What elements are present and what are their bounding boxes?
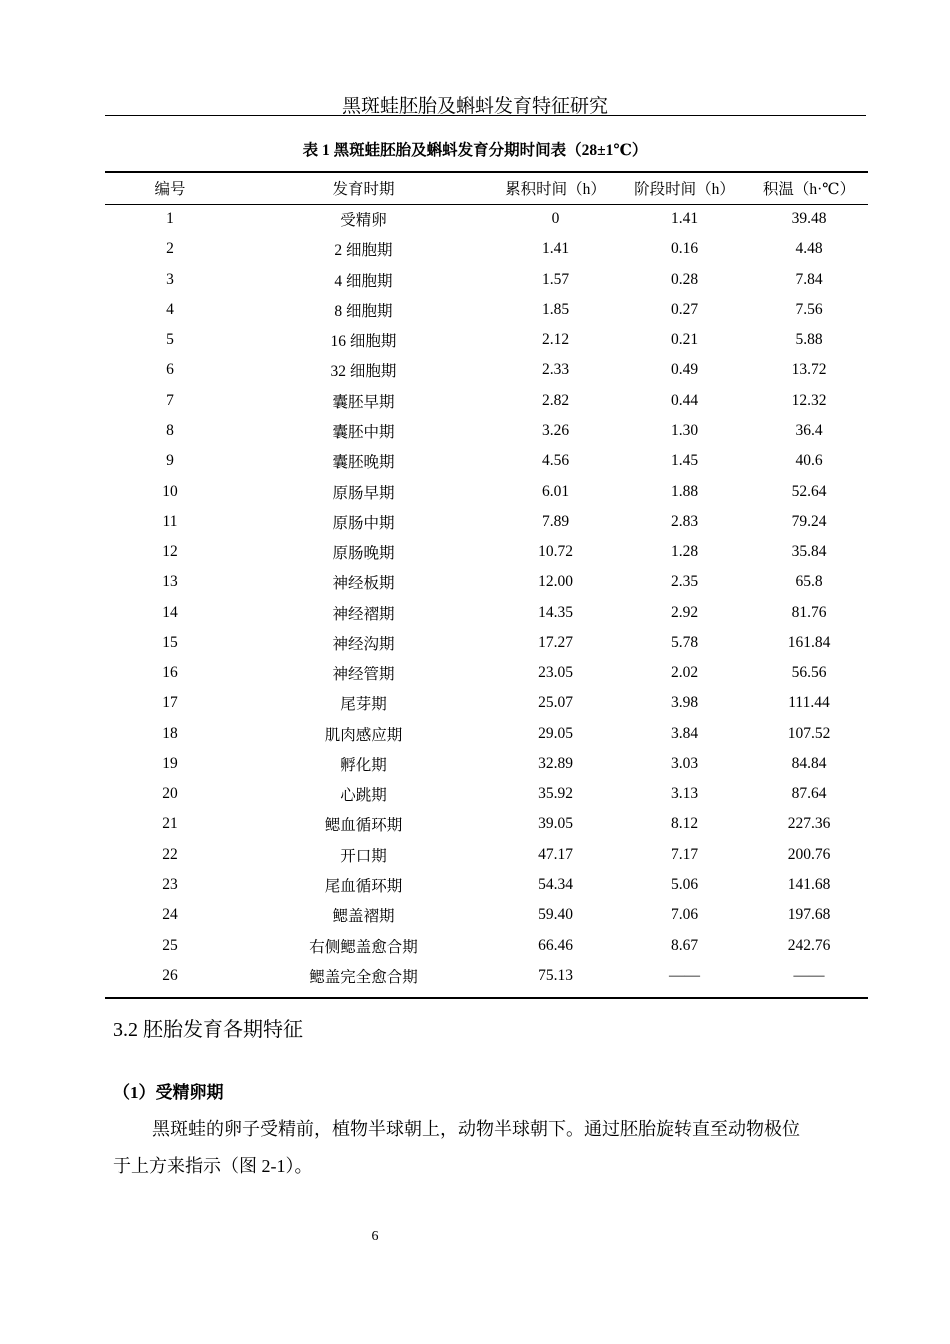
cell-cumulative-time: 3.26: [541, 421, 570, 439]
table-row: [105, 507, 868, 537]
cell-accumulated-temp: 242.76: [787, 936, 831, 954]
cell-stage-time: 5.78: [670, 633, 699, 651]
cell-number: 9: [166, 452, 174, 470]
cell-stage: 鳃盖褶期: [332, 908, 395, 926]
section-heading: 3.2 胚胎发育各期特征: [113, 1019, 303, 1041]
table-row: [105, 386, 868, 416]
table-row: [105, 870, 868, 900]
table-bottom-rule: [105, 997, 868, 999]
cell-number: 17: [162, 694, 178, 712]
cell-stage-time: 1.41: [670, 210, 699, 228]
cell-number: 15: [162, 633, 178, 651]
cell-stage: 囊胚早期: [332, 393, 395, 411]
cell-accumulated-temp: 161.84: [787, 633, 831, 651]
table-row: [105, 719, 868, 749]
cell-number: 19: [162, 754, 178, 772]
cell-stage-time: 8.67: [670, 936, 699, 954]
cell-stage: 囊胚中期: [332, 423, 395, 441]
cell-accumulated-temp: 40.6: [795, 452, 823, 470]
cell-cumulative-time: 75.13: [538, 966, 573, 984]
cell-stage-time: 2.92: [670, 603, 699, 621]
cell-stage-time: 3.03: [670, 754, 699, 772]
column-header-accumulated-temp: 积温（h·℃）: [762, 180, 856, 198]
cell-accumulated-temp: 141.68: [787, 875, 831, 893]
cell-accumulated-temp: ——: [793, 966, 825, 984]
table-row: [105, 446, 868, 476]
paragraph-line-2: 于上方来指示（图 2-1）。: [113, 1156, 313, 1176]
cell-stage: 原肠中期: [332, 514, 395, 532]
cell-number: 18: [162, 724, 178, 742]
cell-cumulative-time: 35.92: [538, 785, 573, 803]
table-row: [105, 597, 868, 627]
table-row: [105, 809, 868, 839]
cell-cumulative-time: 39.05: [538, 815, 573, 833]
column-header-number: 编号: [154, 180, 186, 198]
cell-stage-time: 0.28: [670, 270, 699, 288]
table-row: [105, 234, 868, 264]
cell-cumulative-time: 1.41: [541, 240, 570, 258]
cell-accumulated-temp: 65.8: [795, 573, 823, 591]
cell-accumulated-temp: 197.68: [787, 906, 831, 924]
cell-number: 23: [162, 875, 178, 893]
table-row: [105, 688, 868, 718]
cell-cumulative-time: 7.89: [541, 512, 570, 530]
cell-number: 5: [166, 331, 174, 349]
cell-cumulative-time: 12.00: [538, 573, 573, 591]
column-header-stage-time: 阶段时间（h）: [634, 180, 735, 198]
cell-cumulative-time: 1.57: [541, 270, 570, 288]
page-header-title: 黑斑蛙胚胎及蝌蚪发育特征研究: [341, 96, 608, 117]
cell-stage-time: 2.02: [670, 664, 699, 682]
table-body: [105, 204, 868, 991]
cell-cumulative-time: 47.17: [538, 845, 573, 863]
cell-stage-time: 3.84: [670, 724, 699, 742]
cell-accumulated-temp: 81.76: [791, 603, 827, 621]
cell-accumulated-temp: 7.56: [795, 300, 823, 318]
cell-stage: 神经管期: [332, 666, 395, 684]
table-row: [105, 537, 868, 567]
cell-stage-time: 0.21: [670, 331, 699, 349]
cell-stage: 右侧鳃盖愈合期: [309, 938, 418, 956]
cell-stage: 孵化期: [340, 756, 387, 774]
table-row: [105, 416, 868, 446]
cell-stage: 尾芽期: [340, 696, 387, 714]
cell-number: 20: [162, 785, 178, 803]
table-row: [105, 900, 868, 930]
cell-stage: 开口期: [340, 847, 387, 865]
cell-stage: 肌肉感应期: [324, 726, 403, 744]
column-header-stage: 发育时期: [332, 180, 395, 198]
cell-stage-time: 5.06: [670, 875, 699, 893]
cell-number: 10: [162, 482, 178, 500]
cell-cumulative-time: 2.12: [541, 331, 570, 349]
table-row: [105, 840, 868, 870]
cell-stage-time: 8.12: [670, 815, 699, 833]
table-caption: 表 1 黑斑蛙胚胎及蝌蚪发育分期时间表（28±1℃）: [302, 142, 648, 159]
cell-stage-time: 0.44: [670, 391, 699, 409]
cell-number: 21: [162, 815, 178, 833]
cell-cumulative-time: 59.40: [538, 906, 573, 924]
cell-number: 24: [162, 906, 178, 924]
cell-stage-time: 2.35: [670, 573, 699, 591]
cell-stage: 8 细胞期: [334, 302, 393, 320]
cell-cumulative-time: 32.89: [538, 754, 573, 772]
cell-number: 25: [162, 936, 178, 954]
cell-stage: 神经沟期: [332, 635, 395, 653]
table-row: [105, 658, 868, 688]
cell-accumulated-temp: 79.24: [791, 512, 827, 530]
cell-number: 2: [166, 240, 174, 258]
table-row: [105, 961, 868, 991]
cell-stage-time: 0.16: [670, 240, 699, 258]
cell-number: 16: [162, 664, 178, 682]
cell-cumulative-time: 25.07: [538, 694, 573, 712]
cell-accumulated-temp: 35.84: [791, 543, 827, 561]
development-stage-table: [105, 171, 868, 991]
cell-number: 7: [166, 391, 174, 409]
column-header-cumulative-time: 累积时间（h）: [505, 180, 606, 198]
table-row: [105, 355, 868, 385]
cell-accumulated-temp: 7.84: [795, 270, 823, 288]
cell-cumulative-time: 10.72: [538, 543, 573, 561]
cell-stage-time: 1.30: [670, 421, 699, 439]
cell-stage-time: ——: [669, 966, 700, 984]
cell-number: 22: [162, 845, 178, 863]
table-row: [105, 749, 868, 779]
cell-stage-time: 3.13: [670, 785, 699, 803]
table-row: [105, 265, 868, 295]
cell-accumulated-temp: 87.64: [791, 785, 827, 803]
cell-cumulative-time: 2.82: [541, 391, 570, 409]
cell-number: 12: [162, 543, 178, 561]
cell-number: 26: [162, 966, 178, 984]
sub-heading: （1）受精卵期: [113, 1083, 224, 1102]
cell-accumulated-temp: 111.44: [788, 694, 830, 712]
cell-cumulative-time: 1.85: [541, 300, 570, 318]
cell-stage-time: 2.83: [670, 512, 699, 530]
cell-number: 11: [162, 512, 178, 530]
cell-number: 1: [166, 210, 174, 228]
cell-accumulated-temp: 227.36: [787, 815, 831, 833]
table-row: [105, 295, 868, 325]
cell-stage: 心跳期: [340, 787, 387, 805]
cell-cumulative-time: 6.01: [541, 482, 570, 500]
cell-number: 3: [166, 270, 174, 288]
table-row: [105, 325, 868, 355]
cell-stage-time: 0.49: [670, 361, 699, 379]
cell-accumulated-temp: 36.4: [795, 421, 823, 439]
cell-cumulative-time: 29.05: [538, 724, 573, 742]
cell-stage-time: 1.88: [670, 482, 699, 500]
cell-cumulative-time: 0: [551, 210, 560, 228]
cell-number: 13: [162, 573, 178, 591]
cell-number: 6: [166, 361, 174, 379]
cell-stage: 16 细胞期: [330, 333, 397, 351]
table-row: [105, 476, 868, 506]
cell-accumulated-temp: 56.56: [791, 664, 827, 682]
cell-stage-time: 7.17: [670, 845, 699, 863]
page-number: 6: [371, 1229, 379, 1244]
cell-stage: 受精卵: [340, 212, 387, 230]
cell-stage: 2 细胞期: [334, 242, 393, 260]
table-header-row: [105, 171, 868, 204]
cell-accumulated-temp: 107.52: [787, 724, 831, 742]
cell-stage: 鳃盖完全愈合期: [309, 968, 418, 986]
cell-accumulated-temp: 4.48: [795, 240, 823, 258]
cell-stage: 神经褶期: [332, 605, 395, 623]
cell-stage: 4 细胞期: [334, 272, 393, 290]
cell-accumulated-temp: 200.76: [787, 845, 831, 863]
cell-stage-time: 3.98: [670, 694, 699, 712]
table-row: [105, 628, 868, 658]
table-row: [105, 567, 868, 597]
cell-accumulated-temp: 84.84: [791, 754, 827, 772]
cell-number: 8: [166, 421, 174, 439]
cell-cumulative-time: 54.34: [538, 875, 573, 893]
cell-stage: 神经板期: [332, 575, 395, 593]
cell-accumulated-temp: 5.88: [795, 331, 823, 349]
paragraph-line-1: 黑斑蛙的卵子受精前，植物半球朝上，动物半球朝下。通过胚胎旋转直至动物极位: [152, 1119, 800, 1139]
table-row: [105, 779, 868, 809]
cell-accumulated-temp: 52.64: [791, 482, 827, 500]
table-row: [105, 930, 868, 960]
cell-accumulated-temp: 12.32: [791, 391, 827, 409]
cell-stage-time: 1.45: [670, 452, 699, 470]
cell-stage-time: 0.27: [670, 300, 699, 318]
cell-cumulative-time: 4.56: [541, 452, 570, 470]
cell-stage: 鳃血循环期: [324, 817, 403, 835]
cell-stage: 囊胚晚期: [332, 454, 395, 472]
cell-number: 4: [166, 300, 174, 318]
cell-stage: 32 细胞期: [330, 363, 397, 381]
cell-cumulative-time: 23.05: [538, 664, 573, 682]
cell-stage-time: 7.06: [670, 906, 699, 924]
cell-stage-time: 1.28: [670, 543, 699, 561]
cell-cumulative-time: 2.33: [541, 361, 570, 379]
cell-stage: 尾血循环期: [324, 877, 403, 895]
cell-number: 14: [162, 603, 178, 621]
table-row: [105, 204, 868, 234]
cell-cumulative-time: 14.35: [538, 603, 573, 621]
cell-stage: 原肠早期: [332, 484, 395, 502]
header-rule: [105, 115, 866, 116]
cell-cumulative-time: 66.46: [538, 936, 573, 954]
cell-cumulative-time: 17.27: [538, 633, 573, 651]
cell-stage: 原肠晚期: [332, 545, 395, 563]
cell-accumulated-temp: 39.48: [791, 210, 827, 228]
cell-accumulated-temp: 13.72: [791, 361, 827, 379]
